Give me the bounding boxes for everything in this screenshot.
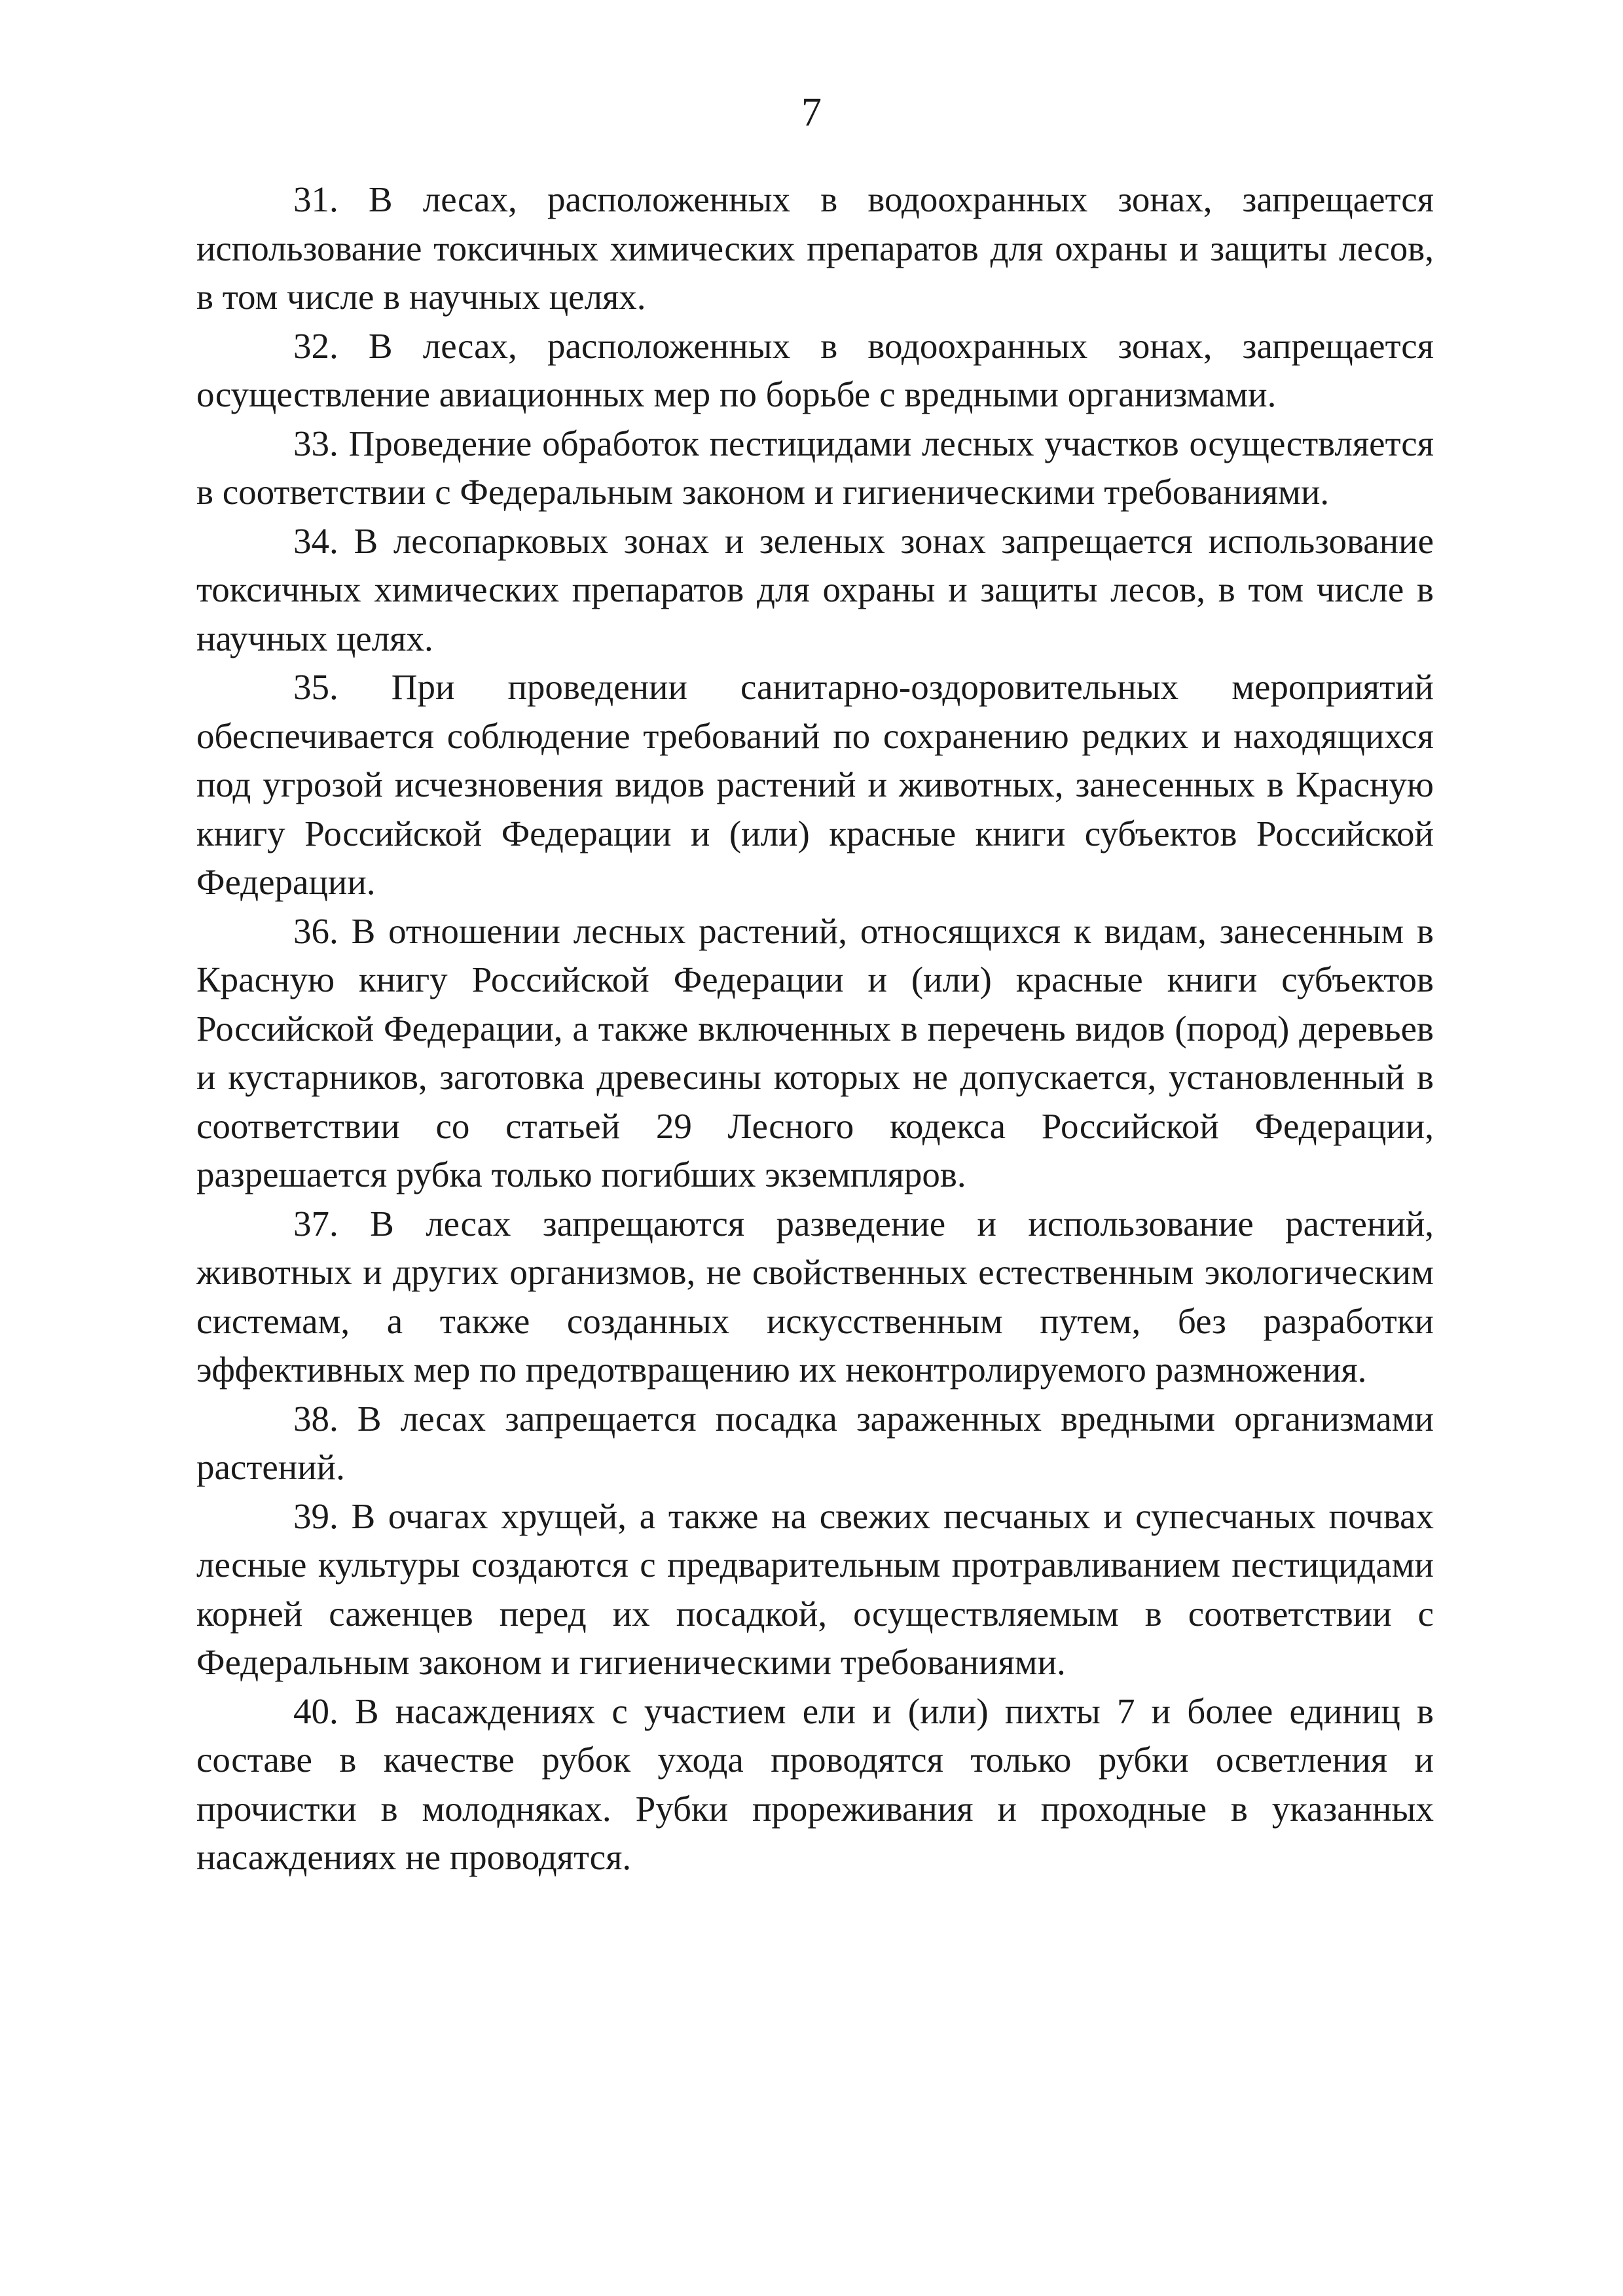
- paragraph-35: 35. При проведении санитарно-оздоровительных мероприятий обеспечивается соблюдение требований по сохранению редких и находящихся под угрозой исчезновения видов растений и животных, занесенных в Красную книгу Российской Федерации и (или) красные книги субъектов Российской Федерации.: [196, 667, 1434, 902]
- paragraph-37: 37. В лесах запрещаются разведение и использование растений, животных и других организмов, не свойственных естественным экологическим системам, а также созданных искусственным путем, без разработки эффективных мер по предотвращению их неконтролируемого размножения.: [196, 1203, 1434, 1390]
- page-number: 7: [801, 90, 822, 135]
- document-body: [196, 175, 1434, 1882]
- paragraph-32: 32. В лесах, расположенных в водоохранных зонах, запрещается осуществление авиационных мер по борьбе с вредными организмами.: [196, 325, 1434, 414]
- paragraph-31: 31. В лесах, расположенных в водоохранных зонах, запрещается использование токсичных химических препаратов для охраны и защиты лесов, в том числе в научных целях.: [196, 179, 1434, 317]
- paragraph-36: 36. В отношении лесных растений, относящихся к видам, занесенным в Красную книгу Российской Федерации и (или) красные книги субъектов Российской Федерации, а также включенных в перечень видов (пород) деревьев и кустарников, заготовка древесины которых не допускается, установленный в соответствии со статьей 29 Лесного кодекса Российской Федерации, разрешается рубка только погибших экземпляров.: [196, 910, 1434, 1194]
- paragraph-33: 33. Проведение обработок пестицидами лесных участков осуществляется в соответствии с Федеральным законом и гигиеническими требованиями.: [196, 423, 1434, 512]
- paragraph-39: 39. В очагах хрущей, а также на свежих песчаных и супесчаных почвах лесные культуры создаются с предварительным протравливанием пестицидами корней саженцев перед их посадкой, осуществляемым в соответствии с Федеральным законом и гигиеническими требованиями.: [196, 1496, 1434, 1682]
- paragraph-38: 38. В лесах запрещается посадка зараженных вредными организмами растений.: [196, 1398, 1434, 1487]
- paragraph-40: 40. В насаждениях с участием ели и (или) пихты 7 и более единиц в составе в качестве рубок ухода проводятся только рубки осветления и прочистки в молодняках. Рубки прореживания и проходные в указанных насаждениях не проводятся.: [196, 1691, 1434, 1877]
- paragraph-34: 34. В лесопарковых зонах и зеленых зонах запрещается использование токсичных химических препаратов для охраны и защиты лесов, в том числе в научных целях.: [196, 520, 1434, 658]
